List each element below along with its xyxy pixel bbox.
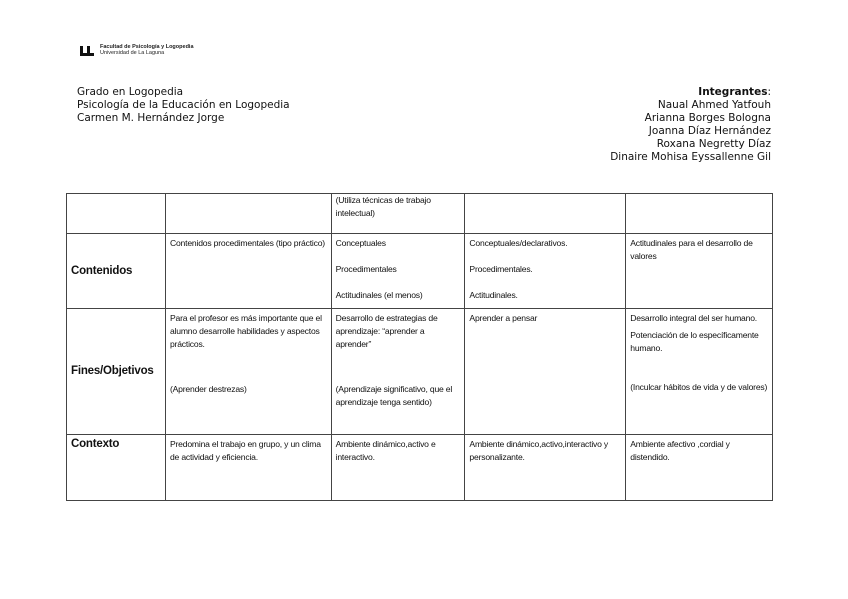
subject-name: Psicología de la Educación en Logopedia xyxy=(77,99,290,111)
cell-line: (Aprender destrezas) xyxy=(169,384,247,394)
degree-name: Grado en Logopedia xyxy=(77,86,184,98)
table-cell xyxy=(165,309,331,435)
table-cell xyxy=(331,309,465,435)
course-info xyxy=(77,86,290,125)
row-header-contenidos: Contenidos xyxy=(67,234,166,309)
table-cell xyxy=(465,234,626,309)
cell-line: Actitudinales. xyxy=(469,290,518,300)
table-cell: (Utiliza técnicas de trabajo intelectual) xyxy=(331,194,465,234)
members-title: Integrantes xyxy=(698,86,768,98)
table-row xyxy=(67,194,773,234)
logo-text xyxy=(100,44,194,56)
members-colon: : xyxy=(767,86,771,98)
cell-line: Procedimentales xyxy=(335,264,397,274)
table-cell: Contenidos procedimentales (tipo práctico) xyxy=(165,234,331,309)
table-cell xyxy=(465,194,626,234)
table-cell xyxy=(626,194,773,234)
table-cell xyxy=(331,234,465,309)
table-cell: Predomina el trabajo en grupo, y un clima de actividad y eficiencia. xyxy=(165,435,331,501)
member-name: Joanna Díaz Hernández xyxy=(648,125,771,137)
table-row xyxy=(67,309,773,435)
comparison-table xyxy=(66,193,773,501)
table-cell: Ambiente dinámico,activo,interactivo y personalizante. xyxy=(465,435,626,501)
cell-line: (Aprendizaje significativo, que el aprendizaje tenga sentido) xyxy=(335,384,453,407)
members-heading xyxy=(610,86,771,99)
cell-line: Potenciación de lo específicamente humano. xyxy=(630,330,759,353)
table-cell: Actitudinales para el desarrollo de valores xyxy=(626,234,773,309)
cell-line: Desarrollo integral del ser humano. xyxy=(630,313,757,323)
member-name: Arianna Borges Bologna xyxy=(644,112,771,124)
row-header-contexto: Contexto xyxy=(67,435,166,501)
member-name: Naual Ahmed Yatfouh xyxy=(657,99,771,111)
table-row xyxy=(67,234,773,309)
cell-line: Desarrollo de estrategias de aprendizaje: “aprender a aprender” xyxy=(335,313,438,349)
member-name: Roxana Negretty Díaz xyxy=(656,138,771,150)
ull-logo-icon xyxy=(80,44,94,56)
cell-line: Actitudinales (el menos) xyxy=(335,290,423,300)
row-header-fines-objetivos: Fines/Objetivos xyxy=(67,309,166,435)
members-info xyxy=(610,86,771,164)
cell-line: Para el profesor es más importante que el alumno desarrolle habilidades y aspectos prácticos. xyxy=(169,313,322,349)
cell-line: Conceptuales xyxy=(335,238,386,248)
logo-faculty-name: Facultad de Psicología y Logopedia xyxy=(100,44,194,50)
cell-line: Conceptuales/declarativos. xyxy=(469,238,568,248)
table-cell: Aprender a pensar xyxy=(465,309,626,435)
table-cell xyxy=(626,309,773,435)
table-cell: Ambiente afectivo ,cordial y distendido. xyxy=(626,435,773,501)
faculty-logo xyxy=(80,44,194,56)
table-cell: Ambiente dinámico,activo e interactivo. xyxy=(331,435,465,501)
table-cell xyxy=(67,194,166,234)
cell-line: Procedimentales. xyxy=(469,264,533,274)
member-name: Dinaire Mohisa Eyssallenne Gil xyxy=(610,151,771,163)
professor-name: Carmen M. Hernández Jorge xyxy=(77,112,225,124)
logo-university-name: Universidad de La Laguna xyxy=(100,50,165,56)
table-row xyxy=(67,435,773,501)
table-cell xyxy=(165,194,331,234)
cell-line: (Inculcar hábitos de vida y de valores) xyxy=(630,382,768,392)
